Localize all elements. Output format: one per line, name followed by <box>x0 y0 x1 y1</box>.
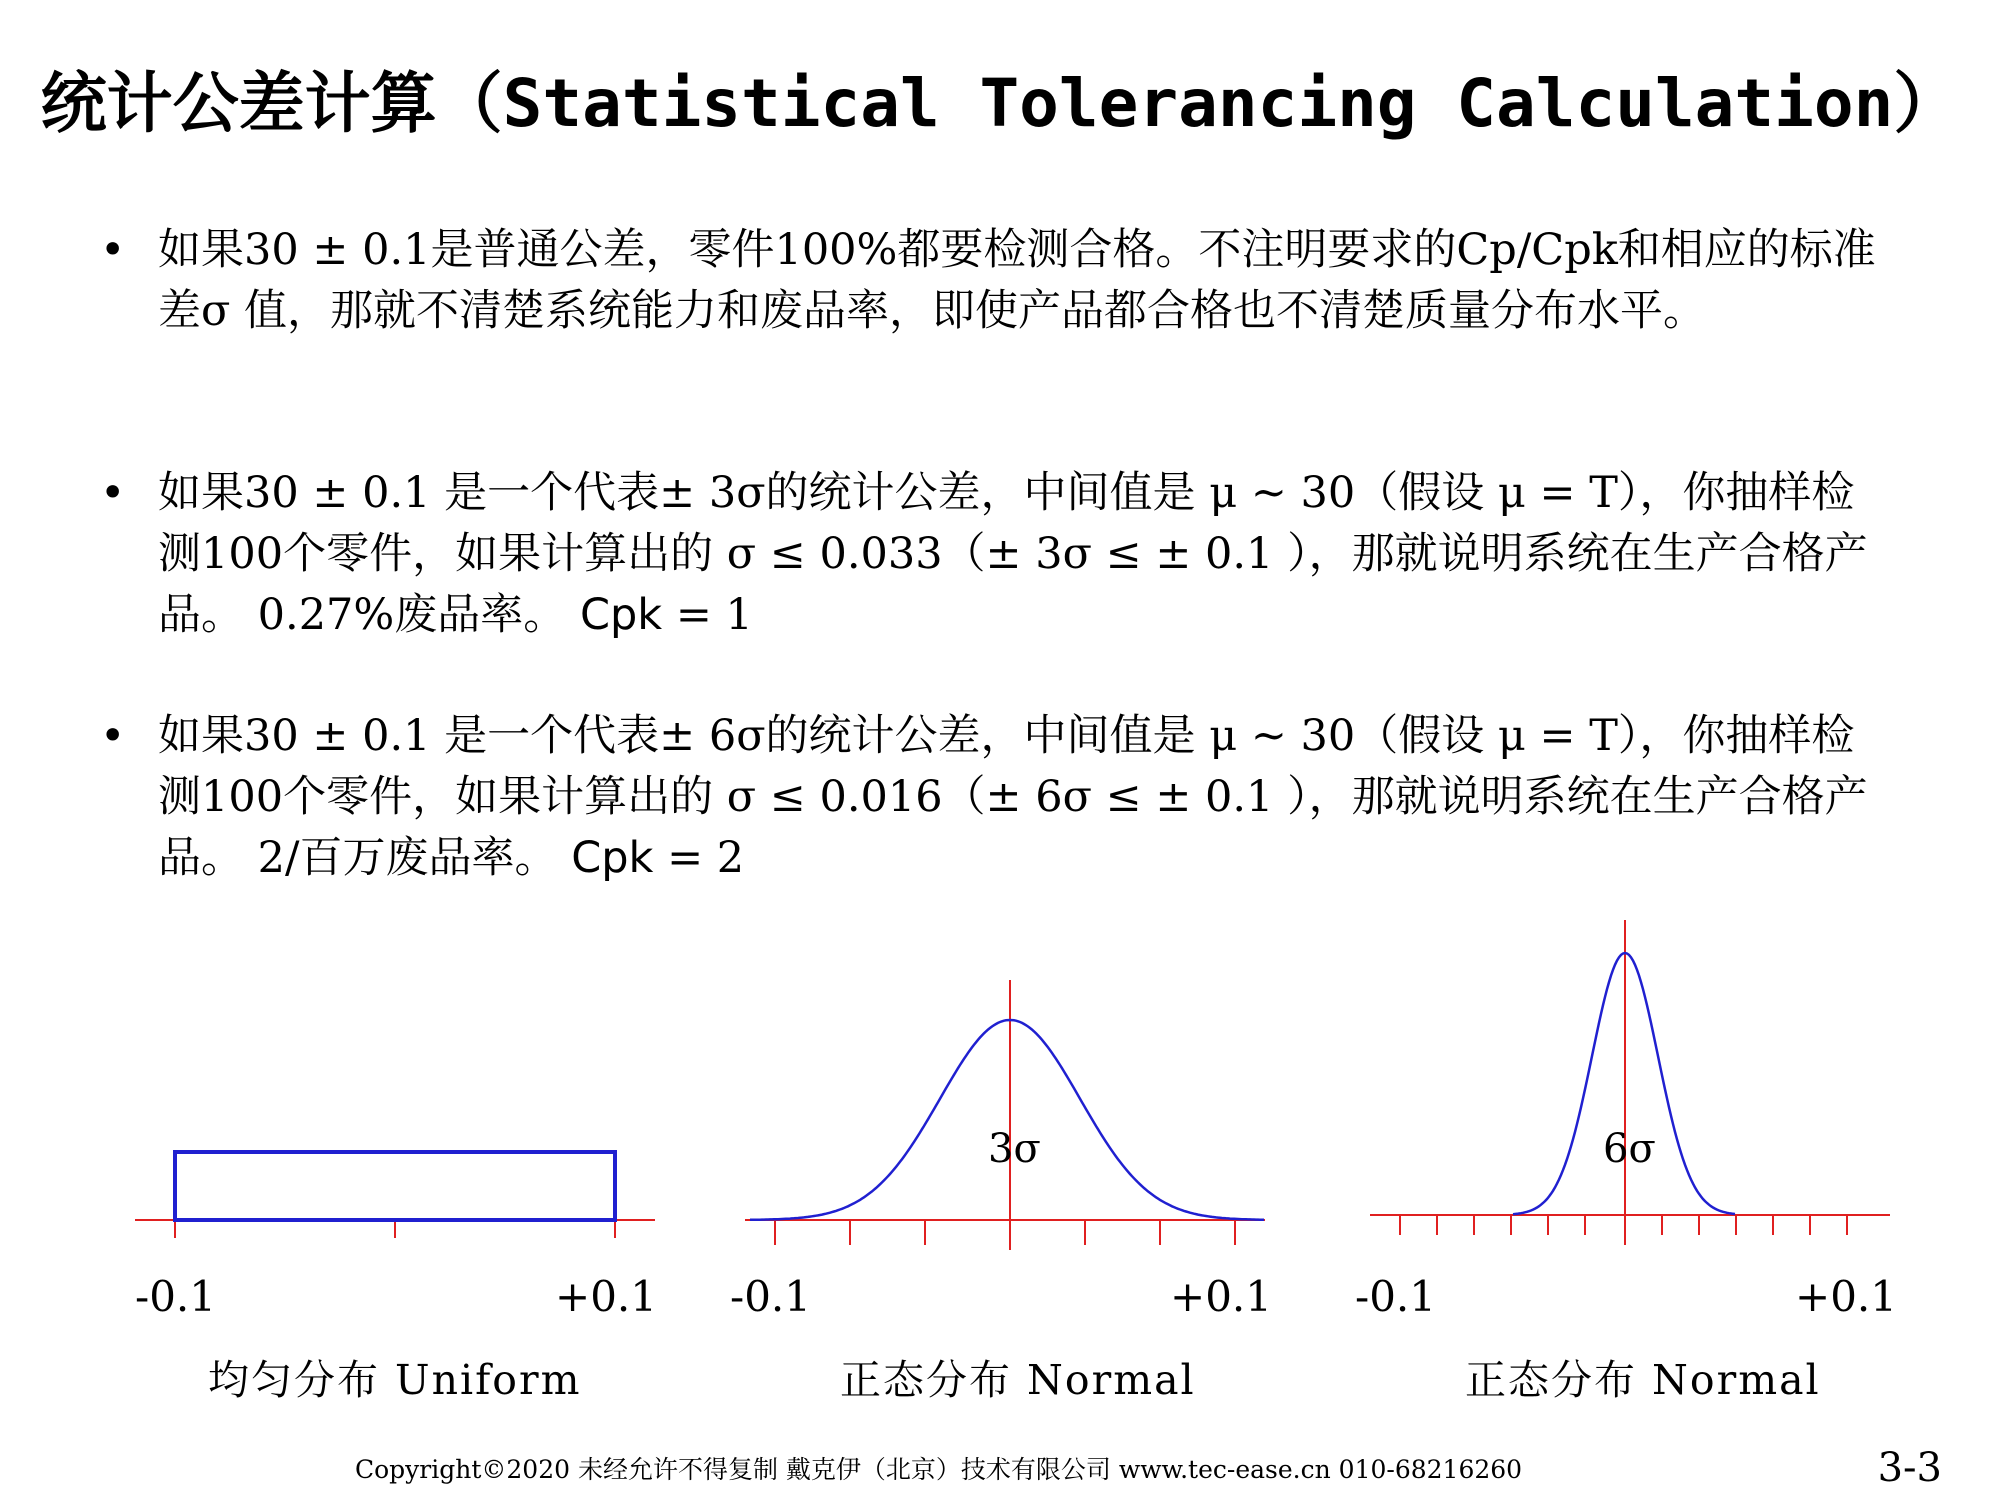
cpk-value: = 1 <box>675 590 753 640</box>
tick-group <box>1400 1215 1847 1235</box>
bullet-text-wrap <box>158 463 1888 646</box>
footer-copyright: Copyright©2020 未经允许不得复制 戴克伊（北京）技术有限公司 www.tec-ease.cn 010-68216260 <box>355 1455 1523 1484</box>
normal-6sigma-diagram <box>1355 920 1915 1440</box>
page-number: 3-3 <box>1877 1445 1942 1491</box>
uniform-plot <box>120 920 680 1320</box>
normal-3sigma-diagram <box>730 920 1290 1440</box>
cpk-label: Cpk <box>579 590 663 640</box>
bullet-text: 如果30 ± 0.1 是一个代表± 3σ的统计公差，中间值是 μ ~ 30（假设 μ = T），你抽样检测100个零件，如果计算出的 σ ≤ 0.033（± 3σ ≤ ± 0.1 ），那就说明系统在生产合格产品。 0.27%废品率。 <box>158 468 1868 640</box>
bell-curve <box>750 1020 1264 1220</box>
bullet-text: 如果30 ± 0.1 是一个代表± 6σ的统计公差，中间值是 μ ~ 30（假设 μ = T），你抽样检测100个零件，如果计算出的 σ ≤ 0.016（± 6σ ≤ ± 0.1 ），那就说明系统在生产合格产品。 2/百万废品率。 <box>158 711 1868 883</box>
page-title: 统计公差计算（Statistical Tolerancing Calculation） <box>40 65 1960 142</box>
normal-6sigma-plot <box>1355 920 1915 1320</box>
right-limit-label: +0.1 <box>555 1272 657 1321</box>
cpk-value: = 2 <box>667 833 745 883</box>
sigma-label: 3σ <box>988 1126 1041 1172</box>
left-limit-label: -0.1 <box>135 1272 216 1321</box>
left-limit-label: -0.1 <box>730 1272 811 1321</box>
right-limit-label: +0.1 <box>1795 1272 1897 1321</box>
left-limit-label: -0.1 <box>1355 1272 1436 1321</box>
right-limit-label: +0.1 <box>1170 1272 1272 1321</box>
diagram-caption: 正态分布 Normal <box>1465 1356 1821 1404</box>
diagram-caption: 均匀分布 Uniform <box>208 1356 582 1404</box>
sigma-label: 6σ <box>1603 1126 1656 1172</box>
bullet-marker: • <box>100 468 126 518</box>
uniform-distribution-diagram <box>120 920 680 1440</box>
bullet-marker: • <box>100 711 126 761</box>
bullet-text: 如果30 ± 0.1是普通公差，零件100%都要检测合格。不注明要求的Cp/Cpk和相应的标准差σ 值，那就不清楚系统能力和废品率，即使产品都合格也不清楚质量分布水平。 <box>158 225 1876 336</box>
cpk-label: Cpk <box>571 833 654 883</box>
diagram-caption: 正态分布 Normal <box>840 1356 1196 1404</box>
tick-group <box>775 1220 1235 1245</box>
bullet-text-wrap <box>158 706 1888 889</box>
bullet-marker: • <box>100 225 126 275</box>
normal-3sigma-plot <box>730 920 1290 1320</box>
uniform-rectangle <box>175 1152 615 1220</box>
